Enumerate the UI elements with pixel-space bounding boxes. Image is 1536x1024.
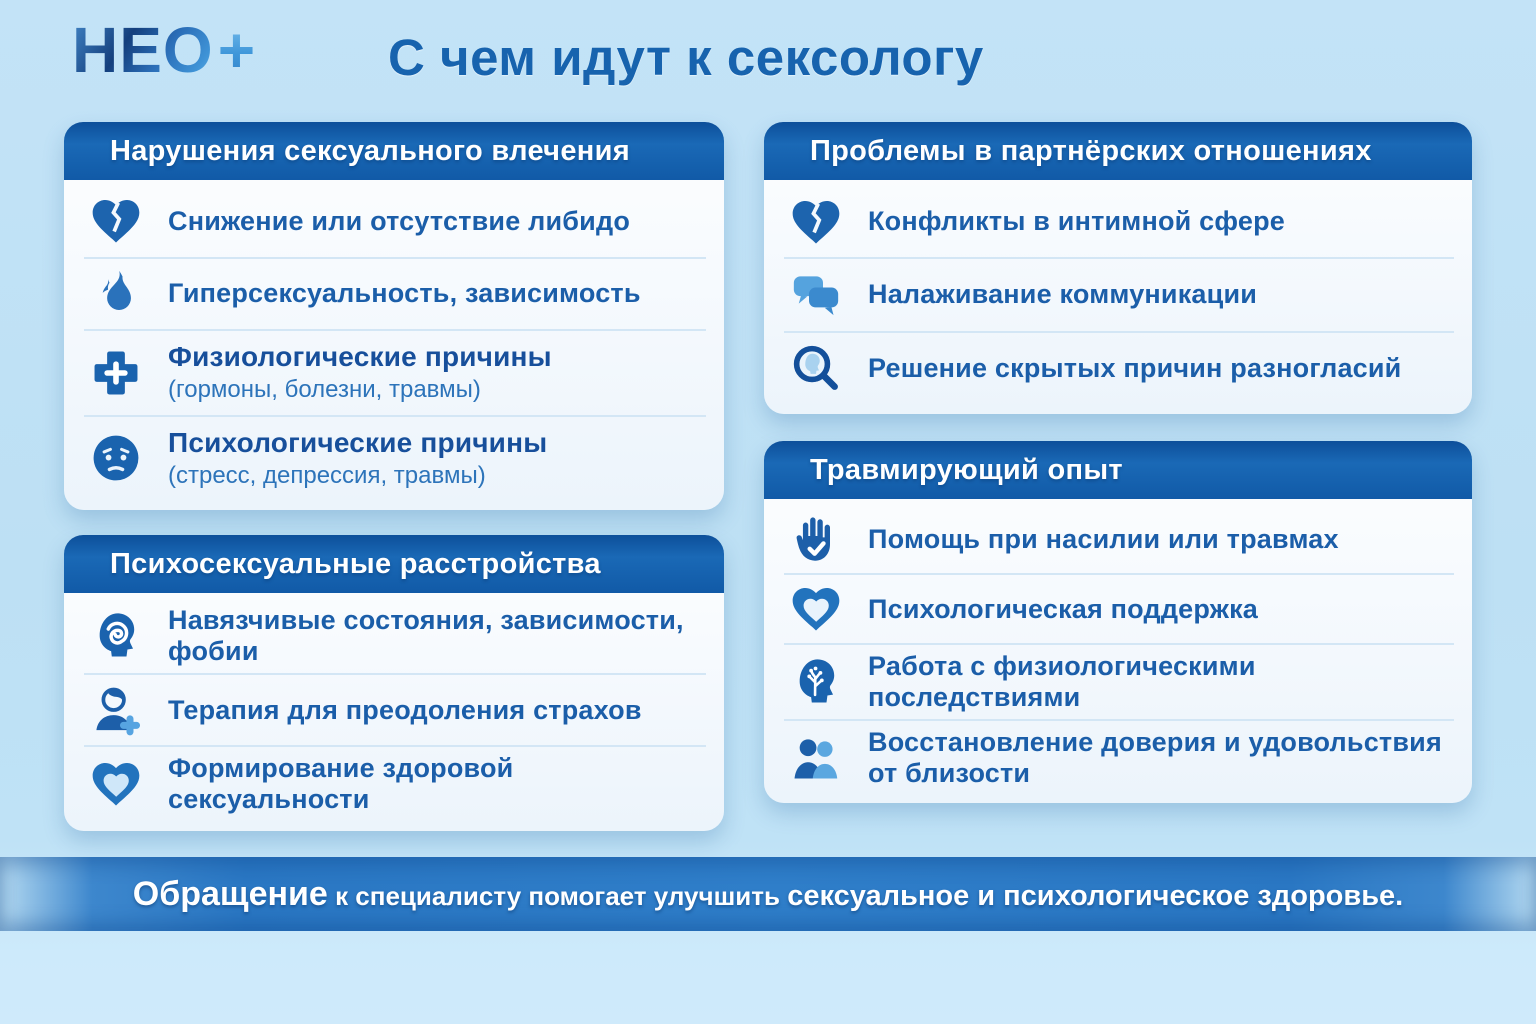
card-psychosexual-disorders — [64, 535, 724, 831]
card-header-label: Травмирующий опыт — [810, 453, 1123, 486]
card-sexual-desire-disorders — [64, 122, 724, 510]
item-title: Восстановление доверия и удовольствия от близости — [868, 727, 1442, 788]
item-title: Конфликты в интимной сфере — [868, 206, 1285, 237]
footer-banner — [0, 857, 1536, 931]
list-item — [784, 257, 1454, 330]
list-item — [784, 505, 1454, 573]
banner-middle: к специалисту помогает улучшить — [327, 880, 788, 911]
magnifier-head-icon — [788, 340, 844, 396]
head-tree-icon — [788, 654, 844, 710]
card-header-label: Проблемы в партнёрских отношениях — [810, 134, 1372, 167]
list-item — [84, 745, 706, 821]
card-header — [64, 122, 724, 180]
card-header — [764, 441, 1472, 499]
list-item — [84, 186, 706, 257]
list-item — [784, 643, 1454, 719]
card-body — [64, 180, 724, 510]
card-header — [64, 535, 724, 593]
banner-lead: Обращение — [132, 874, 328, 913]
chat-bubbles-icon — [788, 267, 844, 323]
item-title: Навязчивые состояния, зависимости, фобии — [168, 605, 684, 666]
card-header-label: Психосексуальные расстройства — [110, 547, 601, 580]
list-item — [84, 599, 706, 673]
item-subtitle: (стресс, депрессия, травмы) — [168, 461, 486, 489]
card-header-label: Нарушения сексуального влечения — [110, 134, 630, 167]
logo-text: НЕО — [72, 14, 214, 86]
item-title: Физиологические причины — [168, 341, 552, 373]
item-title: Помощь при насилии или травмах — [868, 523, 1339, 554]
card-header — [764, 122, 1472, 180]
item-title: Снижение или отсутствие либидо — [168, 205, 631, 236]
head-spiral-icon — [88, 608, 144, 664]
item-title: Формирование здоровой сексуальности — [168, 753, 514, 814]
card-traumatic-experience — [764, 441, 1472, 803]
flame-icon — [88, 266, 144, 322]
list-item — [784, 186, 1454, 257]
broken-heart-icon — [788, 194, 844, 250]
stop-hand-icon — [788, 511, 844, 567]
card-body — [64, 593, 724, 831]
item-title: Психологическая поддержка — [868, 593, 1259, 624]
worried-face-icon — [88, 430, 144, 486]
banner-emphasis: сексуальное и психологическое здоровье. — [787, 879, 1404, 912]
item-title: Налаживание коммуникации — [868, 279, 1258, 310]
double-heart-icon — [788, 581, 844, 637]
footer-banner-text — [133, 875, 1403, 914]
item-title: Психологические причины — [168, 426, 548, 458]
list-item — [84, 673, 706, 745]
list-item — [84, 329, 706, 414]
medical-cross-icon — [88, 345, 144, 401]
item-title: Работа с физиологическими последствиями — [868, 651, 1256, 712]
card-body — [764, 499, 1472, 805]
neo-plus-logo — [72, 14, 257, 86]
list-item — [84, 257, 706, 330]
couple-icon — [788, 730, 844, 786]
person-plus-icon — [88, 682, 144, 738]
list-item — [84, 415, 706, 500]
list-item — [784, 573, 1454, 643]
logo-plus-icon: + — [217, 14, 257, 86]
item-subtitle: (гормоны, болезни, травмы) — [168, 376, 481, 404]
double-heart-icon — [88, 756, 144, 812]
item-title: Решение скрытых причин разногласий — [868, 352, 1402, 383]
item-title: Терапия для преодоления страхов — [168, 694, 642, 725]
card-partner-relationship-problems — [764, 122, 1472, 414]
card-body — [764, 180, 1472, 414]
list-item — [784, 331, 1454, 404]
page-title: С чем идут к сексологу — [388, 29, 984, 86]
list-item — [784, 719, 1454, 795]
broken-heart-icon — [88, 193, 144, 249]
item-title: Гиперсексуальность, зависимость — [168, 278, 641, 309]
